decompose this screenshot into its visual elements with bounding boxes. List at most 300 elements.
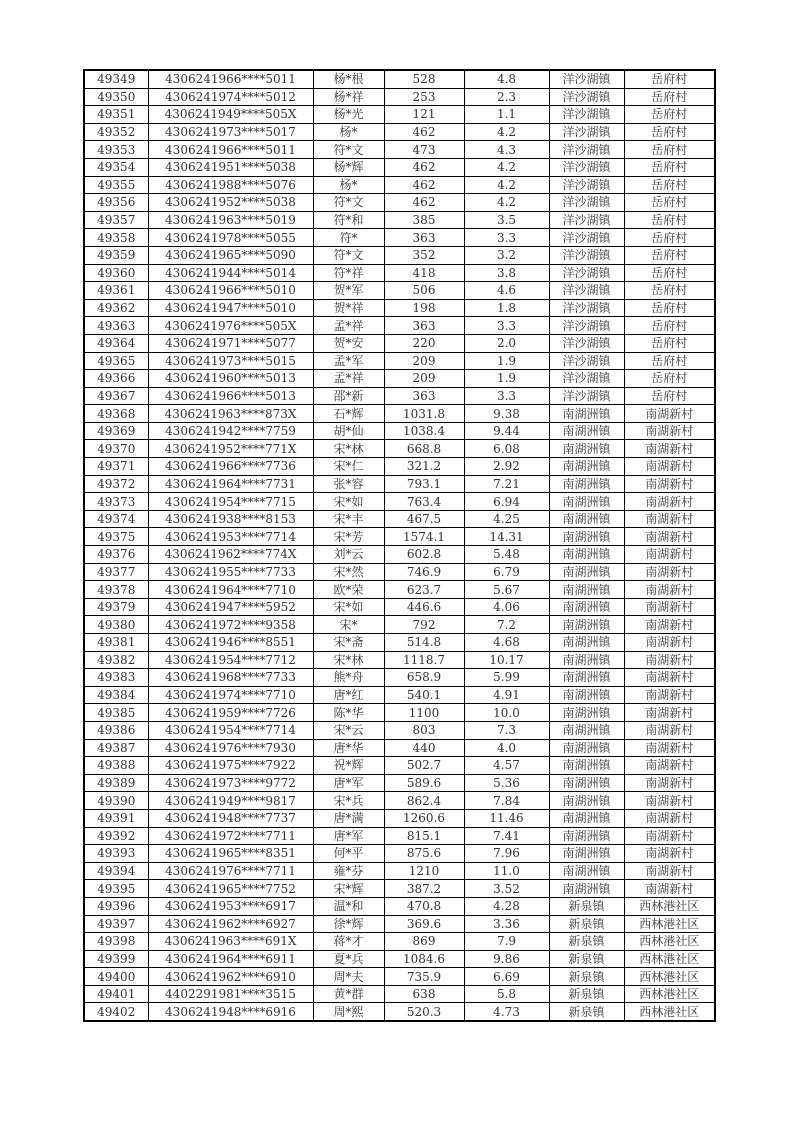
area-cell: 2.0 (464, 334, 549, 352)
seq-cell: 49384 (84, 686, 148, 704)
seq-cell: 49357 (84, 211, 148, 229)
town-cell: 洋沙湖镇 (549, 158, 624, 176)
area-cell: 4.2 (464, 158, 549, 176)
village-cell: 南湖新村 (624, 458, 715, 476)
table-row (84, 985, 715, 1003)
village-cell: 南湖新村 (624, 440, 715, 458)
town-cell: 南湖洲镇 (549, 792, 624, 810)
village-cell: 岳府村 (624, 88, 715, 106)
town-cell: 南湖洲镇 (549, 598, 624, 616)
area-cell: 7.2 (464, 616, 549, 634)
id-number-cell: 4402291981****3515 (148, 985, 313, 1003)
seq-cell: 49386 (84, 721, 148, 739)
seq-cell: 49401 (84, 985, 148, 1003)
name-cell: 熊*舟 (313, 669, 384, 687)
town-cell: 洋沙湖镇 (549, 334, 624, 352)
table-row (84, 422, 715, 440)
town-cell: 新泉镇 (549, 985, 624, 1003)
seq-cell: 49392 (84, 827, 148, 845)
id-number-cell: 4306241963****873X (148, 405, 313, 423)
town-cell: 南湖洲镇 (549, 880, 624, 898)
id-number-cell: 4306241959****7726 (148, 704, 313, 722)
area-cell: 3.5 (464, 211, 549, 229)
seq-cell: 49394 (84, 862, 148, 880)
village-cell: 南湖新村 (624, 827, 715, 845)
name-cell: 贺*军 (313, 282, 384, 300)
table-row (84, 158, 715, 176)
seq-cell: 49381 (84, 634, 148, 652)
table-row (84, 334, 715, 352)
area-cell: 9.86 (464, 950, 549, 968)
town-cell: 洋沙湖镇 (549, 88, 624, 106)
id-number-cell: 4306241962****6910 (148, 968, 313, 986)
amount-cell: 668.8 (384, 440, 464, 458)
village-cell: 南湖新村 (624, 616, 715, 634)
amount-cell: 253 (384, 88, 464, 106)
village-cell: 南湖新村 (624, 546, 715, 564)
name-cell: 何*平 (313, 845, 384, 863)
table-row (84, 229, 715, 247)
town-cell: 新泉镇 (549, 897, 624, 915)
village-cell: 南湖新村 (624, 651, 715, 669)
table-row (84, 70, 715, 88)
village-cell: 南湖新村 (624, 475, 715, 493)
seq-cell: 49375 (84, 528, 148, 546)
town-cell: 南湖洲镇 (549, 493, 624, 511)
table-row (84, 370, 715, 388)
seq-cell: 49369 (84, 422, 148, 440)
amount-cell: 875.6 (384, 845, 464, 863)
name-cell: 贺*祥 (313, 299, 384, 317)
amount-cell: 121 (384, 106, 464, 124)
town-cell: 新泉镇 (549, 1003, 624, 1021)
id-number-cell: 4306241954****7715 (148, 493, 313, 511)
id-number-cell: 4306241965****5090 (148, 246, 313, 264)
name-cell: 宋*如 (313, 493, 384, 511)
table-row (84, 933, 715, 951)
town-cell: 南湖洲镇 (549, 616, 624, 634)
seq-cell: 49355 (84, 176, 148, 194)
table-row (84, 598, 715, 616)
name-cell: 宋* (313, 616, 384, 634)
village-cell: 南湖新村 (624, 757, 715, 775)
town-cell: 南湖洲镇 (549, 422, 624, 440)
id-number-cell: 4306241966****7736 (148, 458, 313, 476)
area-cell: 7.84 (464, 792, 549, 810)
seq-cell: 49373 (84, 493, 148, 511)
village-cell: 岳府村 (624, 387, 715, 405)
seq-cell: 49380 (84, 616, 148, 634)
area-cell: 3.3 (464, 387, 549, 405)
area-cell: 7.41 (464, 827, 549, 845)
amount-cell: 440 (384, 739, 464, 757)
id-number-cell: 4306241966****5011 (148, 70, 313, 88)
seq-cell: 49387 (84, 739, 148, 757)
name-cell: 符*文 (313, 246, 384, 264)
area-cell: 9.38 (464, 405, 549, 423)
name-cell: 蒋*才 (313, 933, 384, 951)
id-number-cell: 4306241949****9817 (148, 792, 313, 810)
seq-cell: 49353 (84, 141, 148, 159)
town-cell: 南湖洲镇 (549, 757, 624, 775)
amount-cell: 803 (384, 721, 464, 739)
area-cell: 5.8 (464, 985, 549, 1003)
amount-cell: 462 (384, 158, 464, 176)
amount-cell: 862.4 (384, 792, 464, 810)
name-cell: 温*和 (313, 897, 384, 915)
id-number-cell: 4306241947****5952 (148, 598, 313, 616)
name-cell: 孟*军 (313, 352, 384, 370)
amount-cell: 602.8 (384, 546, 464, 564)
id-number-cell: 4306241968****7733 (148, 669, 313, 687)
village-cell: 岳府村 (624, 158, 715, 176)
town-cell: 新泉镇 (549, 915, 624, 933)
name-cell: 宋*如 (313, 598, 384, 616)
village-cell: 岳府村 (624, 370, 715, 388)
table-row (84, 299, 715, 317)
seq-cell: 49356 (84, 194, 148, 212)
area-cell: 4.68 (464, 634, 549, 652)
table-row (84, 176, 715, 194)
seq-cell: 49379 (84, 598, 148, 616)
amount-cell: 209 (384, 370, 464, 388)
amount-cell: 793.1 (384, 475, 464, 493)
area-cell: 7.21 (464, 475, 549, 493)
amount-cell: 638 (384, 985, 464, 1003)
area-cell: 6.69 (464, 968, 549, 986)
town-cell: 南湖洲镇 (549, 528, 624, 546)
village-cell: 岳府村 (624, 352, 715, 370)
area-cell: 10.17 (464, 651, 549, 669)
amount-cell: 528 (384, 70, 464, 88)
seq-cell: 49378 (84, 581, 148, 599)
town-cell: 南湖洲镇 (549, 827, 624, 845)
table-row (84, 686, 715, 704)
area-cell: 11.0 (464, 862, 549, 880)
id-number-cell: 4306241988****5076 (148, 176, 313, 194)
area-cell: 4.25 (464, 510, 549, 528)
town-cell: 南湖洲镇 (549, 440, 624, 458)
table-row (84, 194, 715, 212)
id-number-cell: 4306241963****691X (148, 933, 313, 951)
seq-cell: 49349 (84, 70, 148, 88)
town-cell: 南湖洲镇 (549, 669, 624, 687)
name-cell: 刘*云 (313, 546, 384, 564)
table-row (84, 792, 715, 810)
amount-cell: 387.2 (384, 880, 464, 898)
name-cell: 贺*安 (313, 334, 384, 352)
id-number-cell: 4306241973****9772 (148, 774, 313, 792)
area-cell: 4.91 (464, 686, 549, 704)
table-row (84, 475, 715, 493)
table-row (84, 774, 715, 792)
name-cell: 唐*军 (313, 827, 384, 845)
town-cell: 南湖洲镇 (549, 704, 624, 722)
seq-cell: 49400 (84, 968, 148, 986)
amount-cell: 1031.8 (384, 405, 464, 423)
seq-cell: 49388 (84, 757, 148, 775)
area-cell: 3.52 (464, 880, 549, 898)
amount-cell: 198 (384, 299, 464, 317)
id-number-cell: 4306241947****5010 (148, 299, 313, 317)
name-cell: 杨*祥 (313, 88, 384, 106)
seq-cell: 49385 (84, 704, 148, 722)
amount-cell: 220 (384, 334, 464, 352)
amount-cell: 502.7 (384, 757, 464, 775)
table-row (84, 282, 715, 300)
name-cell: 杨*光 (313, 106, 384, 124)
seq-cell: 49352 (84, 123, 148, 141)
id-number-cell: 4306241944****5014 (148, 264, 313, 282)
town-cell: 洋沙湖镇 (549, 141, 624, 159)
amount-cell: 540.1 (384, 686, 464, 704)
name-cell: 符*文 (313, 141, 384, 159)
seq-cell: 49366 (84, 370, 148, 388)
area-cell: 11.46 (464, 809, 549, 827)
amount-cell: 462 (384, 176, 464, 194)
table-row (84, 897, 715, 915)
village-cell: 南湖新村 (624, 792, 715, 810)
area-cell: 2.3 (464, 88, 549, 106)
village-cell: 西林港社区 (624, 985, 715, 1003)
id-number-cell: 4306241975****7922 (148, 757, 313, 775)
town-cell: 南湖洲镇 (549, 651, 624, 669)
town-cell: 南湖洲镇 (549, 458, 624, 476)
town-cell: 南湖洲镇 (549, 405, 624, 423)
village-cell: 岳府村 (624, 176, 715, 194)
village-cell: 岳府村 (624, 70, 715, 88)
table-row (84, 827, 715, 845)
table-row (84, 405, 715, 423)
area-cell: 1.9 (464, 370, 549, 388)
seq-cell: 49370 (84, 440, 148, 458)
town-cell: 洋沙湖镇 (549, 387, 624, 405)
village-cell: 南湖新村 (624, 721, 715, 739)
village-cell: 南湖新村 (624, 669, 715, 687)
amount-cell: 473 (384, 141, 464, 159)
table-row (84, 880, 715, 898)
amount-cell: 467.5 (384, 510, 464, 528)
id-number-cell: 4306241972****7711 (148, 827, 313, 845)
amount-cell: 658.9 (384, 669, 464, 687)
table-row (84, 634, 715, 652)
area-cell: 3.36 (464, 915, 549, 933)
id-number-cell: 4306241954****7712 (148, 651, 313, 669)
id-number-cell: 4306241953****7714 (148, 528, 313, 546)
seq-cell: 49361 (84, 282, 148, 300)
amount-cell: 1100 (384, 704, 464, 722)
id-number-cell: 4306241964****6911 (148, 950, 313, 968)
id-number-cell: 4306241963****5019 (148, 211, 313, 229)
id-number-cell: 4306241976****7711 (148, 862, 313, 880)
town-cell: 洋沙湖镇 (549, 70, 624, 88)
amount-cell: 792 (384, 616, 464, 634)
seq-cell: 49383 (84, 669, 148, 687)
town-cell: 南湖洲镇 (549, 475, 624, 493)
seq-cell: 49358 (84, 229, 148, 247)
town-cell: 洋沙湖镇 (549, 299, 624, 317)
name-cell: 符*祥 (313, 264, 384, 282)
table-row (84, 651, 715, 669)
table-row (84, 387, 715, 405)
village-cell: 南湖新村 (624, 563, 715, 581)
amount-cell: 869 (384, 933, 464, 951)
village-cell: 岳府村 (624, 194, 715, 212)
area-cell: 7.3 (464, 721, 549, 739)
amount-cell: 470.8 (384, 897, 464, 915)
seq-cell: 49399 (84, 950, 148, 968)
name-cell: 杨*根 (313, 70, 384, 88)
name-cell: 陈*华 (313, 704, 384, 722)
name-cell: 宋*兵 (313, 792, 384, 810)
name-cell: 黄*群 (313, 985, 384, 1003)
seq-cell: 49395 (84, 880, 148, 898)
table-row (84, 546, 715, 564)
seq-cell: 49367 (84, 387, 148, 405)
amount-cell: 746.9 (384, 563, 464, 581)
roster-table (83, 69, 716, 1022)
table-row (84, 809, 715, 827)
village-cell: 西林港社区 (624, 933, 715, 951)
name-cell: 祝*辉 (313, 757, 384, 775)
village-cell: 岳府村 (624, 106, 715, 124)
town-cell: 洋沙湖镇 (549, 176, 624, 194)
town-cell: 洋沙湖镇 (549, 211, 624, 229)
seq-cell: 49377 (84, 563, 148, 581)
name-cell: 宋*林 (313, 651, 384, 669)
amount-cell: 209 (384, 352, 464, 370)
town-cell: 南湖洲镇 (549, 563, 624, 581)
area-cell: 7.9 (464, 933, 549, 951)
table-row (84, 528, 715, 546)
amount-cell: 462 (384, 123, 464, 141)
village-cell: 岳府村 (624, 141, 715, 159)
town-cell: 洋沙湖镇 (549, 106, 624, 124)
town-cell: 洋沙湖镇 (549, 194, 624, 212)
seq-cell: 49397 (84, 915, 148, 933)
table-row (84, 510, 715, 528)
village-cell: 南湖新村 (624, 704, 715, 722)
seq-cell: 49389 (84, 774, 148, 792)
id-number-cell: 4306241974****7710 (148, 686, 313, 704)
village-cell: 南湖新村 (624, 598, 715, 616)
area-cell: 5.48 (464, 546, 549, 564)
town-cell: 南湖洲镇 (549, 546, 624, 564)
area-cell: 4.2 (464, 176, 549, 194)
amount-cell: 506 (384, 282, 464, 300)
table-row (84, 563, 715, 581)
town-cell: 洋沙湖镇 (549, 317, 624, 335)
name-cell: 欧*荣 (313, 581, 384, 599)
id-number-cell: 4306241976****505X (148, 317, 313, 335)
table-row (84, 669, 715, 687)
amount-cell: 735.9 (384, 968, 464, 986)
id-number-cell: 4306241973****5017 (148, 123, 313, 141)
id-number-cell: 4306241938****8153 (148, 510, 313, 528)
table-row (84, 739, 715, 757)
amount-cell: 623.7 (384, 581, 464, 599)
id-number-cell: 4306241954****7714 (148, 721, 313, 739)
village-cell: 西林港社区 (624, 915, 715, 933)
amount-cell: 321.2 (384, 458, 464, 476)
town-cell: 洋沙湖镇 (549, 282, 624, 300)
id-number-cell: 4306241964****7731 (148, 475, 313, 493)
id-number-cell: 4306241946****8551 (148, 634, 313, 652)
town-cell: 洋沙湖镇 (549, 123, 624, 141)
area-cell: 10.0 (464, 704, 549, 722)
table-row (84, 141, 715, 159)
amount-cell: 1260.6 (384, 809, 464, 827)
seq-cell: 49402 (84, 1003, 148, 1021)
village-cell: 岳府村 (624, 282, 715, 300)
area-cell: 1.8 (464, 299, 549, 317)
town-cell: 洋沙湖镇 (549, 352, 624, 370)
village-cell: 岳府村 (624, 299, 715, 317)
id-number-cell: 4306241962****6927 (148, 915, 313, 933)
table-row (84, 581, 715, 599)
village-cell: 南湖新村 (624, 686, 715, 704)
id-number-cell: 4306241949****505X (148, 106, 313, 124)
amount-cell: 363 (384, 317, 464, 335)
town-cell: 洋沙湖镇 (549, 246, 624, 264)
town-cell: 南湖洲镇 (549, 634, 624, 652)
amount-cell: 1574.1 (384, 528, 464, 546)
town-cell: 南湖洲镇 (549, 809, 624, 827)
name-cell: 邵*新 (313, 387, 384, 405)
id-number-cell: 4306241960****5013 (148, 370, 313, 388)
seq-cell: 49354 (84, 158, 148, 176)
amount-cell: 1038.4 (384, 422, 464, 440)
amount-cell: 763.4 (384, 493, 464, 511)
village-cell: 南湖新村 (624, 809, 715, 827)
name-cell: 周*夫 (313, 968, 384, 986)
seq-cell: 49360 (84, 264, 148, 282)
village-cell: 南湖新村 (624, 862, 715, 880)
seq-cell: 49368 (84, 405, 148, 423)
name-cell: 宋*丰 (313, 510, 384, 528)
id-number-cell: 4306241953****6917 (148, 897, 313, 915)
table-row (84, 317, 715, 335)
village-cell: 南湖新村 (624, 634, 715, 652)
town-cell: 新泉镇 (549, 950, 624, 968)
name-cell: 唐*华 (313, 739, 384, 757)
village-cell: 南湖新村 (624, 845, 715, 863)
id-number-cell: 4306241973****5015 (148, 352, 313, 370)
town-cell: 南湖洲镇 (549, 862, 624, 880)
town-cell: 南湖洲镇 (549, 845, 624, 863)
name-cell: 胡*仙 (313, 422, 384, 440)
name-cell: 宋*云 (313, 721, 384, 739)
amount-cell: 352 (384, 246, 464, 264)
seq-cell: 49382 (84, 651, 148, 669)
village-cell: 西林港社区 (624, 897, 715, 915)
seq-cell: 49396 (84, 897, 148, 915)
amount-cell: 369.6 (384, 915, 464, 933)
seq-cell: 49363 (84, 317, 148, 335)
area-cell: 4.73 (464, 1003, 549, 1021)
village-cell: 南湖新村 (624, 510, 715, 528)
amount-cell: 385 (384, 211, 464, 229)
area-cell: 4.8 (464, 70, 549, 88)
name-cell: 唐*军 (313, 774, 384, 792)
village-cell: 岳府村 (624, 246, 715, 264)
seq-cell: 49376 (84, 546, 148, 564)
name-cell: 符* (313, 229, 384, 247)
id-number-cell: 4306241966****5010 (148, 282, 313, 300)
town-cell: 洋沙湖镇 (549, 229, 624, 247)
name-cell: 夏*兵 (313, 950, 384, 968)
area-cell: 3.2 (464, 246, 549, 264)
